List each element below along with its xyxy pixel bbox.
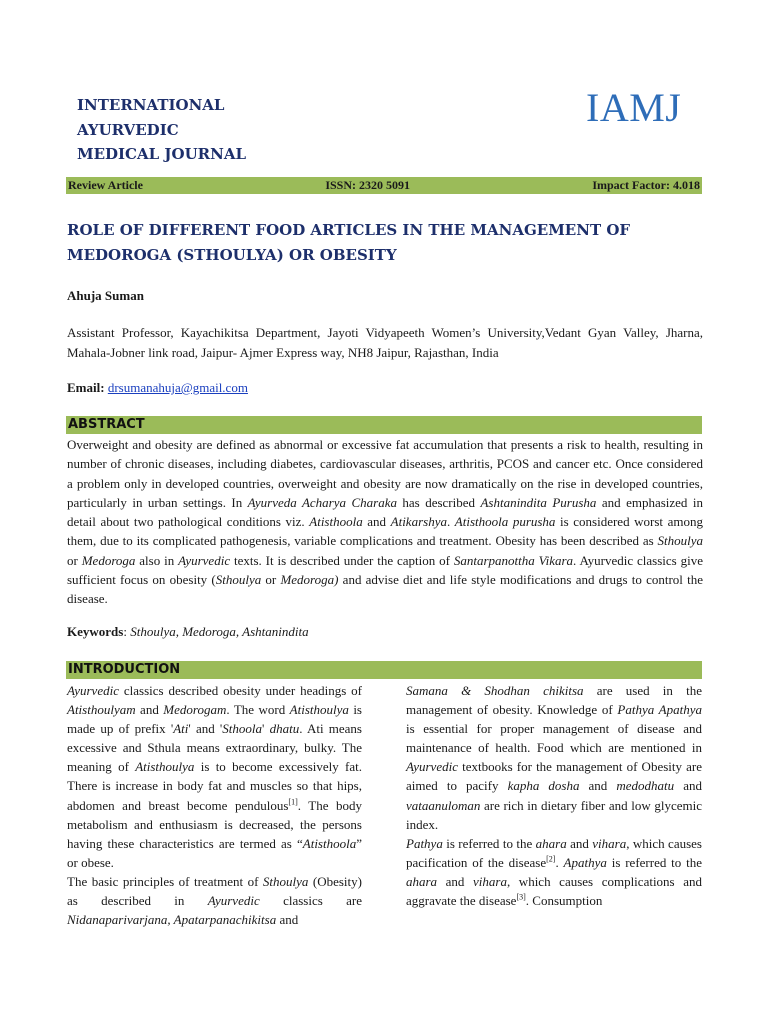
paragraph bbox=[67, 681, 362, 872]
text-segment: dhatu bbox=[269, 721, 300, 737]
text-segment: is referred to the bbox=[442, 835, 536, 851]
text-segment: Ayurvedic bbox=[406, 759, 458, 775]
text-segment: . The body metabolism and enthusiasm is decreased, the persons having these characteristics are termed as “ bbox=[67, 797, 362, 851]
abstract-segment: Atisthoola bbox=[309, 514, 363, 530]
text-segment: classics described obesity under headings of bbox=[118, 683, 362, 698]
text-segment: ' bbox=[262, 721, 270, 737]
text-segment: and bbox=[437, 873, 474, 889]
text-segment: Nidanaparivarjana, Apatarpanachikitsa bbox=[67, 912, 277, 928]
keywords-separator: : bbox=[123, 624, 131, 639]
text-segment: kapha dosha bbox=[507, 778, 580, 794]
abstract-segment: and bbox=[362, 514, 391, 530]
issn: ISSN: 2320 5091 bbox=[325, 178, 410, 192]
text-segment: and bbox=[135, 702, 164, 718]
abstract-segment: Sthoulya bbox=[657, 533, 703, 549]
text-segment: ' and ' bbox=[188, 721, 223, 737]
text-segment: Atisthoulya bbox=[289, 702, 349, 718]
abstract-text bbox=[67, 435, 703, 609]
paragraph bbox=[406, 681, 702, 834]
text-segment: Atisthoola bbox=[302, 835, 357, 851]
text-segment: is essential for proper management of disease and maintenance of health. Food which are mentioned in bbox=[406, 721, 702, 756]
keywords-label: Keywords bbox=[67, 624, 124, 639]
text-segment: Ayurvedic bbox=[207, 893, 260, 909]
abstract-segment: Sthoulya bbox=[215, 572, 262, 588]
abstract-segment: is considered worst among them, due to its complicated pathogenesis, variable complications and treatment. Obesity has been described as bbox=[67, 514, 703, 549]
text-segment: . The word bbox=[226, 702, 290, 718]
text-segment: . Ati means excessive and Sthula means extraordinary, bulky. The meaning of bbox=[67, 721, 362, 775]
text-segment: ahara bbox=[535, 835, 567, 851]
text-segment: Apathya bbox=[563, 854, 607, 870]
abstract-segment: Ashtanindita Purusha bbox=[480, 494, 597, 510]
email-link[interactable]: drsumanahuja@gmail.com bbox=[107, 380, 248, 395]
abstract-segment: or bbox=[67, 552, 82, 568]
abstract-segment: Overweight and obesity are defined as abnormal or excessive fat accumulation that presents a risk to health, resulting in number of chronic diseases, including diabetes, cardiovascular diseases, arthritis, PCOS and cancer etc. Once considered a problem only in developed countries, overweight and obesity are now dramatically on the rise in developed countries, particularly in urban settings. In bbox=[67, 437, 703, 510]
abstract-heading: ABSTRACT bbox=[66, 416, 702, 434]
text-segment: are rich in dietary fiber and low glycemic index. bbox=[406, 797, 702, 832]
text-segment: Ayurvedic bbox=[67, 683, 119, 698]
introduction-heading: INTRODUCTION bbox=[66, 661, 702, 679]
text-segment: Atisthoulyam bbox=[67, 702, 136, 718]
text-segment: Pathya bbox=[406, 835, 443, 851]
text-segment: (Obesity) as described in bbox=[67, 873, 362, 909]
citation: [2] bbox=[546, 854, 556, 864]
author-email bbox=[67, 380, 248, 396]
abstract-segment: Ayurveda Acharya Charaka bbox=[247, 494, 397, 510]
text-segment: Samana & Shodhan chikitsa bbox=[406, 683, 584, 698]
keywords bbox=[67, 624, 309, 640]
citation: [1] bbox=[288, 797, 298, 807]
journal-name-line: AYURVEDIC bbox=[77, 120, 179, 139]
text-segment: , which causes complications and aggravate the disease bbox=[406, 873, 702, 909]
email-label: Email: bbox=[67, 380, 105, 395]
text-segment: Sthoola bbox=[222, 721, 263, 737]
abstract-segment: has described bbox=[396, 494, 481, 510]
text-segment: and bbox=[674, 778, 702, 794]
abstract-segment: Atikarshya bbox=[390, 514, 447, 530]
text-segment: Sthoulya bbox=[262, 873, 309, 889]
text-segment: textbooks for the management of Obesity are aimed to pacify bbox=[406, 759, 702, 794]
text-segment: medodhatu bbox=[616, 778, 675, 794]
text-segment: and bbox=[566, 835, 593, 851]
journal-name-line: MEDICAL JOURNAL bbox=[77, 145, 247, 163]
text-segment: are used in the management of obesity. Knowledge of bbox=[406, 683, 702, 718]
abstract-segment: texts. It is described under the caption of bbox=[230, 552, 454, 568]
text-segment: vihara bbox=[473, 873, 507, 889]
journal-logo: IAMJ bbox=[586, 85, 682, 130]
article-type: Review Article bbox=[68, 178, 143, 192]
abstract-segment: Medoroga bbox=[81, 552, 136, 568]
abstract-segment: Santarpanottha Vikara bbox=[453, 552, 574, 568]
abstract-segment: . Ayurvedic classics give sufficient focus on obesity ( bbox=[67, 552, 703, 588]
impact-factor: Impact Factor: 4.018 bbox=[592, 178, 700, 192]
text-segment: is to become excessively fat. There is increase in body fat and muscles so that hips, abdomen and breast become pendulous bbox=[67, 759, 363, 813]
text-segment: ahara bbox=[406, 873, 438, 889]
text-segment: vataanuloman bbox=[406, 797, 481, 813]
text-segment: . bbox=[555, 854, 564, 870]
article-meta-bar bbox=[66, 177, 702, 194]
paragraph bbox=[406, 834, 702, 910]
journal-name-line: INTERNATIONAL bbox=[77, 96, 225, 114]
text-segment: The basic principles of treatment of bbox=[67, 873, 263, 889]
journal-name bbox=[77, 93, 246, 167]
abstract-segment: Atisthoola purusha bbox=[454, 514, 556, 530]
article-title: ROLE OF DIFFERENT FOOD ARTICLES IN THE MANAGEMENT OF MEDOROGA (STHOULYA) OR OBESITY bbox=[67, 221, 631, 264]
text-segment: is referred to the bbox=[606, 854, 703, 870]
paragraph bbox=[67, 872, 362, 929]
text-segment: vihara bbox=[592, 835, 627, 851]
text-segment: ” or obese. bbox=[67, 835, 362, 870]
text-segment: Atisthoulya bbox=[135, 759, 195, 775]
citation: [3] bbox=[516, 892, 526, 902]
text-segment: and bbox=[579, 778, 617, 794]
keywords-value: Sthoulya, Medoroga, Ashtanindita bbox=[130, 624, 309, 639]
abstract-segment: and emphasized in detail about two pathological conditions viz. bbox=[67, 494, 703, 530]
text-segment: Ati bbox=[173, 721, 189, 737]
abstract-segment: or bbox=[261, 572, 281, 588]
abstract-segment: . bbox=[446, 514, 455, 530]
author-name: Ahuja Suman bbox=[67, 288, 144, 303]
abstract-segment: and advise diet and life style modifications and drugs to control the disease. bbox=[67, 572, 703, 607]
author-affiliation: Assistant Professor, Kayachikitsa Department, Jayoti Vidyapeeth Women’s University,Vedant Gyan Valley, Jharna, Mahala-Jobner link road, Jaipur- Ajmer Express way, NH8 Jaipur, Rajasthan, India bbox=[67, 325, 703, 360]
text-segment: and bbox=[276, 912, 299, 928]
abstract-segment: Ayurvedic bbox=[178, 552, 231, 568]
introduction-left-column bbox=[67, 681, 362, 929]
abstract-segment: Medoroga) bbox=[280, 572, 339, 588]
text-segment: is made up of prefix ' bbox=[67, 702, 362, 737]
introduction-right-column bbox=[406, 681, 702, 910]
text-segment: Pathya Apathya bbox=[617, 702, 702, 718]
text-segment: . Consumption bbox=[525, 893, 603, 909]
text-segment: , which causes pacification of the disease bbox=[406, 835, 702, 870]
text-segment: classics are bbox=[259, 893, 362, 909]
abstract-segment: also in bbox=[135, 552, 179, 568]
text-segment: Medorogam bbox=[163, 702, 227, 718]
